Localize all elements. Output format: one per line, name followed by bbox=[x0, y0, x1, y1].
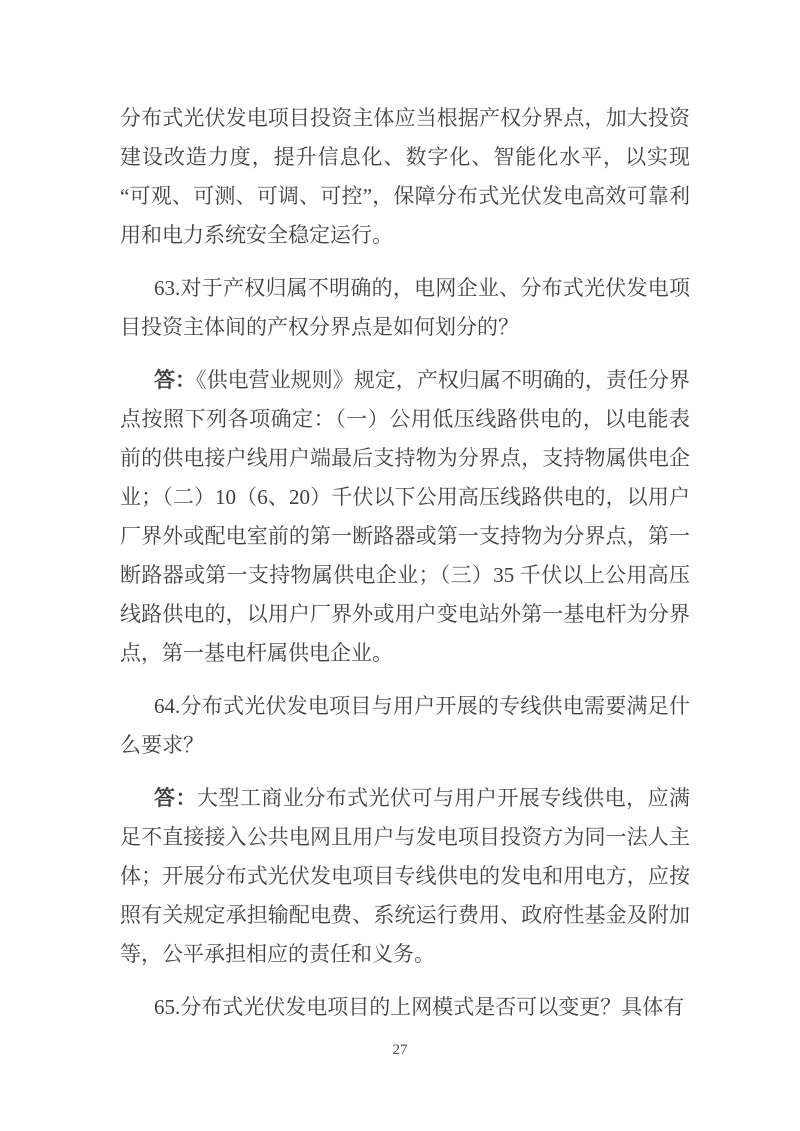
paragraph-continuation bbox=[120, 99, 690, 255]
paragraph-text: 分布式光伏发电项目投资主体应当根据产权分界点，加大投资建设改造力度，提升信息化、数字化、智能化水平，以实现“可观、可测、可调、可控”，保障分布式光伏发电高效可靠利用和电力系统安全稳定运行。 bbox=[120, 106, 690, 247]
question-64 bbox=[120, 687, 690, 765]
answer-prefix-label: 答： bbox=[154, 786, 197, 810]
answer-63 bbox=[120, 361, 690, 673]
question-text: 65.分布式光伏发电项目的上网模式是否可以变更？具体有 bbox=[154, 995, 685, 1019]
answer-text: 《供电营业规则》规定，产权归属不明确的，责任分界点按照下列各项确定：（一）公用低压线路供电的，以电能表前的供电接户线用户端最后支持物为分界点，支持物属供电企业；（二）10（6、20）千伏以下公用高压线路供电的，以用户厂界外或配电室前的第一断路器或第一支持物为分界点，第一断路器或第一支持物属供电企业；（三）35 千伏以上公用高压线路供电的，以用户厂界外或用户变电站外第一基电杆为分界点，第一基电杆属供电企业。 bbox=[120, 368, 691, 665]
answer-text: 大型工商业分布式光伏可与用户开展专线供电，应满足不直接接入公共电网且用户与发电项目投资方为同一法人主体；开展分布式光伏发电项目专线供电的发电和用电方，应按照有关规定承担输配电费、系统运行费用、政府性基金及附加等，公平承担相应的责任和义务。 bbox=[120, 786, 691, 966]
answer-prefix-label: 答： bbox=[154, 368, 197, 392]
question-65 bbox=[120, 988, 690, 1027]
question-text: 64.分布式光伏发电项目与用户开展的专线供电需要满足什么要求？ bbox=[120, 694, 690, 757]
page-number: 27 bbox=[392, 1042, 408, 1058]
question-63 bbox=[120, 269, 690, 347]
question-text: 63.对于产权归属不明确的，电网企业、分布式光伏发电项目投资主体间的产权分界点是如何划分的？ bbox=[120, 276, 690, 339]
document-content bbox=[120, 99, 690, 1041]
answer-64 bbox=[120, 779, 690, 974]
